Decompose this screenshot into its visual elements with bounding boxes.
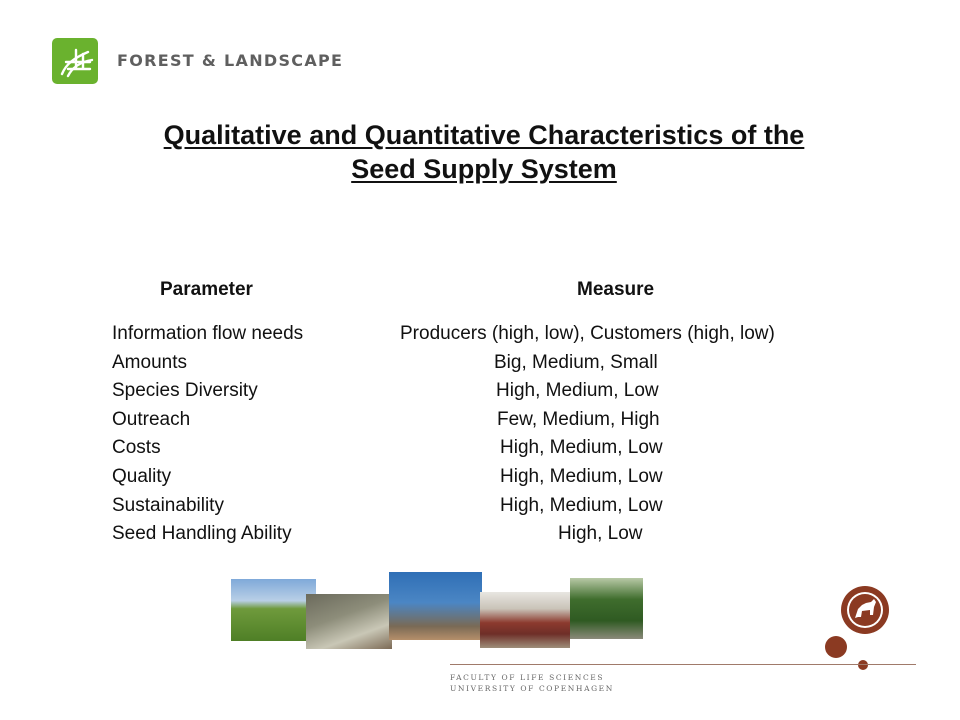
forest-landscape-logo-icon bbox=[52, 38, 98, 84]
measure-cell: High, Medium, Low bbox=[500, 494, 663, 516]
measure-cell: High, Medium, Low bbox=[500, 465, 663, 487]
faculty-label bbox=[450, 672, 614, 694]
parameter-cell: Amounts bbox=[112, 351, 187, 373]
faculty-line-1: FACULTY OF LIFE SCIENCES bbox=[450, 673, 605, 682]
measure-cell: Big, Medium, Small bbox=[494, 351, 658, 373]
university-seal-icon bbox=[840, 585, 890, 635]
field-photo bbox=[231, 579, 316, 641]
parameter-header: Parameter bbox=[160, 279, 253, 300]
tree-photo bbox=[389, 572, 482, 640]
measure-header: Measure bbox=[577, 279, 655, 300]
parameter-cell: Information flow needs bbox=[112, 323, 304, 344]
building-photo bbox=[480, 592, 570, 648]
measure-cell: High, Medium, Low bbox=[496, 380, 659, 402]
org-name: FOREST & LANDSCAPE bbox=[117, 51, 344, 70]
measure-cell: Producers (high, low), Customers (high, low) bbox=[400, 323, 775, 344]
parameter-cell: Species Diversity bbox=[112, 380, 258, 402]
parameter-cell: Outreach bbox=[112, 408, 191, 430]
parameter-cell: Quality bbox=[112, 465, 172, 487]
measure-cell: High, Low bbox=[558, 523, 643, 545]
parameter-cell: Sustainability bbox=[112, 494, 224, 516]
faculty-line-2: UNIVERSITY OF COPENHAGEN bbox=[450, 684, 614, 693]
parameter-cell: Seed Handling Ability bbox=[112, 523, 292, 545]
decorative-dot-large bbox=[825, 636, 847, 658]
title-line-2: Seed Supply System bbox=[351, 154, 617, 184]
measure-cell: High, Medium, Low bbox=[500, 437, 663, 459]
decorative-dot-small bbox=[858, 660, 868, 670]
classroom-photo bbox=[306, 594, 392, 649]
title-line-1: Qualitative and Quantitative Characteristics of the bbox=[163, 120, 805, 150]
measure-cell: Few, Medium, High bbox=[497, 408, 660, 430]
parameter-cell: Costs bbox=[112, 437, 161, 459]
slide-title bbox=[60, 118, 908, 186]
footer-rule bbox=[450, 664, 916, 665]
nursery-photo bbox=[570, 578, 643, 639]
